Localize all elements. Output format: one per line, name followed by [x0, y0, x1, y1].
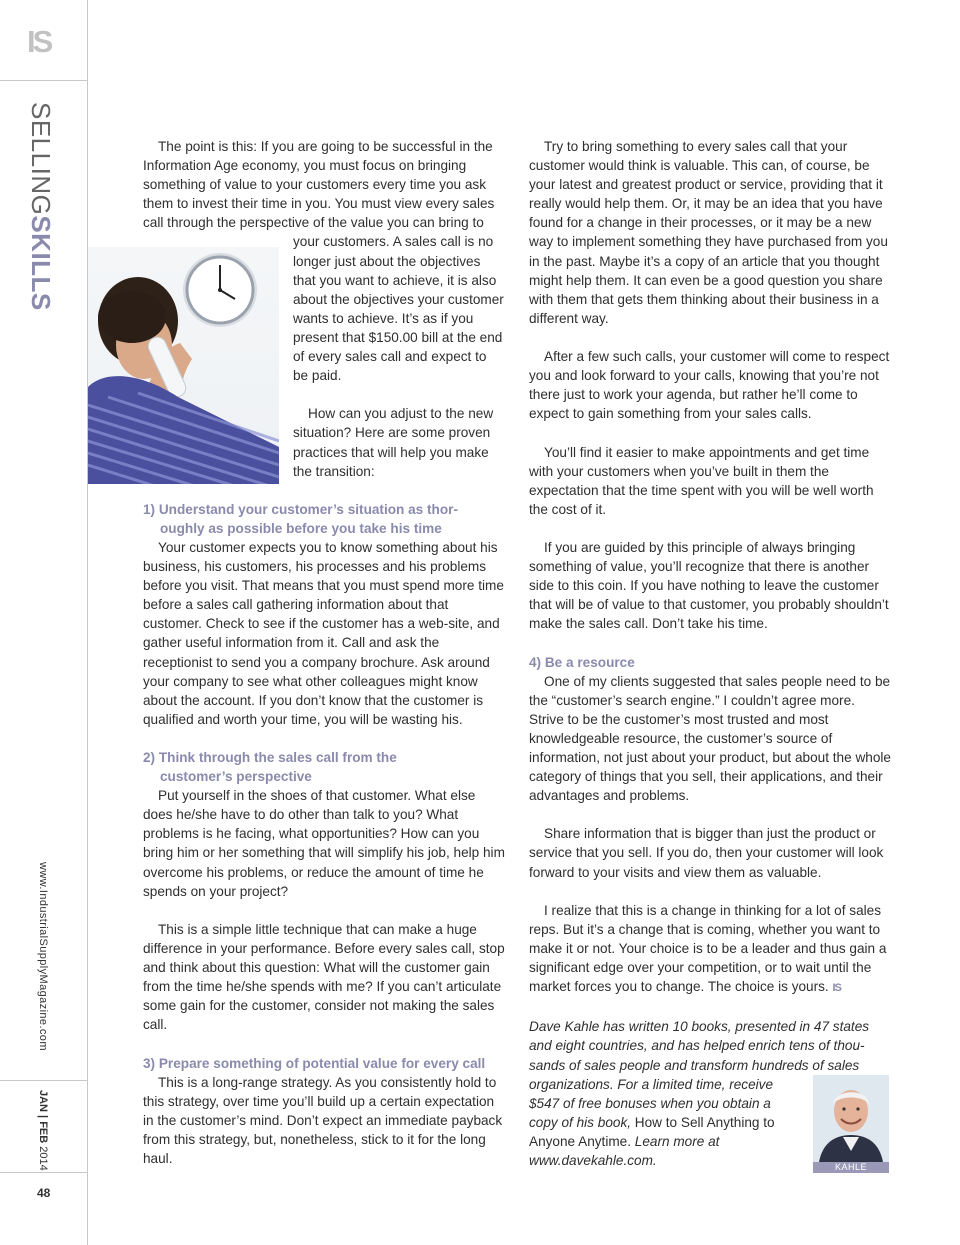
section-heading: [143, 500, 505, 538]
author-photo-caption: KAHLE: [813, 1162, 889, 1173]
intro-paragraph: How can you adjust to the new situation? Here are some proven practices that will help you make the transition:: [293, 406, 494, 479]
section-title-bold: SKILLS: [26, 215, 56, 311]
issue-year: 2014: [37, 1146, 49, 1171]
body-paragraph: After a few such calls, your customer will come to respect you and look forward to your calls, knowing that you’re not there just to work your agenda, but rather he’ll come to expect to gain something from your sales calls.: [529, 349, 890, 422]
end-mark-logo: IS: [832, 982, 841, 995]
section-heading-line: 2) Think through the sales call from the: [143, 750, 397, 765]
section-heading-line: customer’s perspective: [160, 769, 312, 785]
author-bio: Dave Kahle has written 10 books, presented in 47 states and eight countries, and has helped enrich tens of thou-sands of sales people and transform hundreds of sales: [529, 1019, 870, 1073]
section-heading: [143, 748, 505, 786]
intro-paragraph: The point is this: If you are going to be successful in the Information Age economy, you must focus on bringing something of value to your customers every time you ask them to invest their time in you. You must view every sales call through the perspective of the value you can bring to: [143, 139, 495, 231]
author-bio-text: organizations. For a limited time, receive $547 of free bonuses when you obtain a copy of his book,: [529, 1076, 774, 1130]
divider: [0, 80, 87, 81]
author-bio-link-text: Learn more at www.davekahle.com.: [529, 1133, 720, 1168]
intro-paragraph: your customers. A sales call is no longer just about the objectives that you want to achieve, it is also about the objectives your customer wants to achieve. It’s as if you present that $150.00 bill at the end of every sales call and expect to be paid.: [293, 234, 504, 384]
section-heading-line: 1) Understand your customer’s situation as thor-: [143, 501, 458, 517]
body-paragraph: Your customer expects you to know something about his business, his customers, his processes and his problems before you visit. That means that you must spend more time before a sales call gathering information about that customer. Check to see if the customer has a web-site, and gather useful information from it. Call and ask the receptionist to send you a company brochure. Ask around your company to see what other colleagues might know about the account. If you don’t know that the customer is qualified and worth your time, you will be wasting his.: [143, 539, 504, 727]
section-title: [28, 102, 54, 311]
issue-date: [37, 1090, 49, 1171]
page-number: 48: [37, 1186, 51, 1200]
closing-paragraph: [529, 901, 891, 998]
body-paragraph: This is a long-range strategy. As you consistently hold to this strategy, over time you’ll build up a certain expectation in the customer’s mind. Don’t expect an immediate payback from this strategy, but, nonetheless, stick to it for the long haul.: [143, 1074, 503, 1166]
article-column-right: [529, 137, 891, 1170]
book-title: How to Sell Anything to Anyone Anytime.: [529, 1114, 775, 1149]
article-column-left: [143, 137, 505, 1168]
website-url: www.IndustrialSupplyMagazine.com: [37, 862, 49, 1051]
body-paragraph: You’ll find it easier to make appointments and get time with your customers when you’ve built in them the expectation that the time spent with you will be well worth the cost of it.: [529, 444, 874, 517]
closing-text: I realize that this is a change in thinking for a lot of sales reps. But it’s a change that is coming, whether you want to make it or not. Your choice is to be a leader and thus gain a significant edge over your competition, or to wait until the market forces you to change. The choice is yours.: [529, 902, 887, 995]
body-paragraph: If you are guided by this principle of always bringing something of value, you’ll recognize that there is another side to this coin. If you have nothing to leave the customer that will be of value to that customer, you probably shouldn’t make the sales call. Don’t take his time.: [529, 539, 889, 632]
divider: [0, 1080, 87, 1081]
body-paragraph: This is a simple little technique that can make a huge difference in your performance. Before every sales call, stop and think about this question: What will the customer gain from the time he/she spends with me? If you can’t articulate some gain for the customer, consider not making the sales call.: [143, 921, 505, 1033]
body-paragraph: Share information that is bigger than just the product or service that you sell. If you do, then your customer will look forward to your visits and view them as valuable.: [529, 826, 884, 880]
body-paragraph: One of my clients suggested that sales people need to be the “customer’s search engine.” I couldn’t agree more. Strive to be the customer’s most trusted and most knowledgeable resource, the customer’s source of information, not just about your product, but about the whole category of things that you sell, their applications, and their advantages and problems.: [529, 673, 891, 804]
magazine-logo: IS: [27, 24, 51, 59]
body-paragraph: Put yourself in the shoes of that customer. What else does he/she have to do other than talk to you? What problems is he facing, what opportunities? How can you bring him or her something that will simplify his job, help him overcome his problems, or reduce the amount of time he spends on your project?: [143, 788, 505, 899]
author-bio: [529, 1075, 799, 1170]
section-heading: 3) Prepare something of potential value for every call: [143, 1055, 486, 1071]
sidebar: [0, 0, 88, 1245]
section-heading-line: oughly as possible before you take his time: [160, 520, 442, 536]
divider: [0, 1172, 87, 1173]
section-heading: 4) Be a resource: [529, 654, 635, 670]
section-title-light: SELLING: [26, 102, 56, 216]
body-paragraph: Try to bring something to every sales call that your customer would think is valuable. This can, of course, be your latest and greatest product or service, providing that it really would help them. Or, it may be an idea that you have found for a change in their processes, or it may be a new way to implement something they have purchased from you in the past. Maybe it’s a copy of an article that you thought might help them. It can even be a good question you share with them that gets them thinking about their business in a different way.: [529, 139, 888, 326]
author-photo: [813, 1075, 889, 1173]
issue-months: JAN | FEB: [37, 1090, 49, 1144]
